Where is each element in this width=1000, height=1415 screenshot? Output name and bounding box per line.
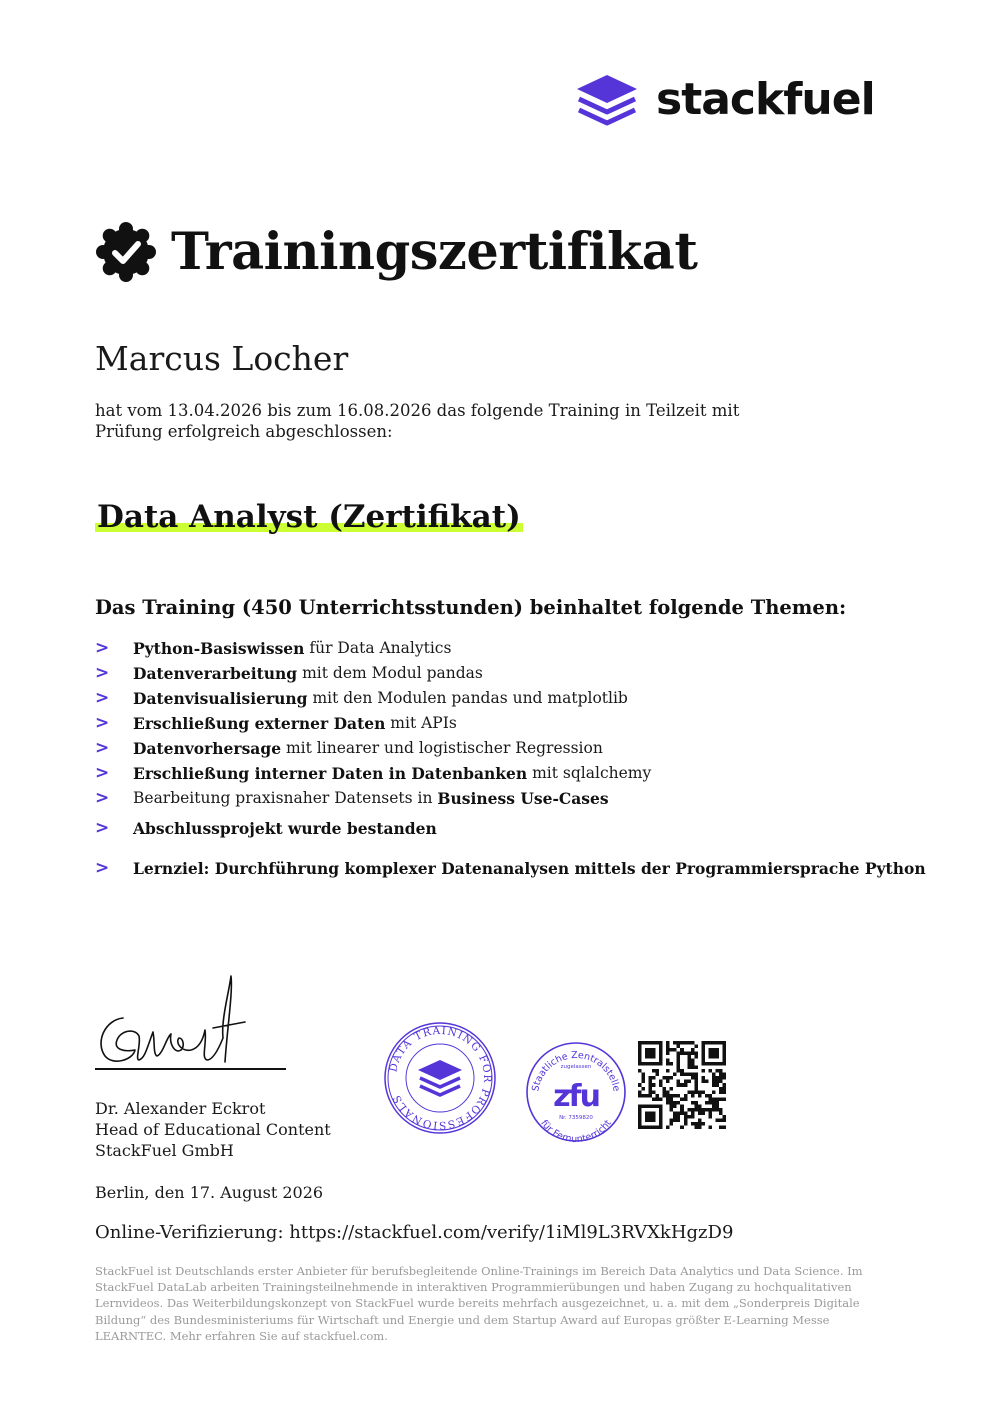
verified-badge-icon: [95, 221, 157, 283]
chevron-right-icon: >: [95, 858, 110, 878]
svg-text:DATA TRAINING FOR PROFESSIONAL: DATA TRAINING FOR PROFESSIONALS: [387, 1024, 494, 1132]
chevron-right-icon: >: [95, 688, 110, 708]
svg-text:für Fernunterricht: für Fernunterricht: [538, 1118, 614, 1144]
topic-bold: Erschließung interner Daten in Datenbanken: [133, 763, 528, 783]
topic-text: Bearbeitung praxisnaher Datensets in: [133, 789, 438, 807]
signer-block: [95, 1098, 331, 1161]
course-title: [95, 495, 523, 539]
topic-text: mit den Modulen pandas und matplotlib: [307, 689, 628, 707]
chevron-right-icon: >: [95, 763, 110, 783]
list-item: [95, 736, 603, 760]
topic-bold: Datenverarbeitung: [133, 663, 298, 683]
intro-text: hat vom 13.04.2026 bis zum 16.08.2026 das folgende Training in Teilzeit mit Prüfung erfolgreich abgeschlossen:: [95, 401, 740, 441]
topic-text: mit dem Modul pandas: [297, 664, 483, 682]
logo-text: stackfuel: [656, 74, 875, 125]
recipient-name: Marcus Locher: [95, 339, 349, 378]
topic-bold: Python-Basiswissen: [133, 638, 305, 658]
chevron-right-icon: >: [95, 788, 110, 808]
signer-company: StackFuel GmbH: [95, 1141, 234, 1160]
list-item: [95, 711, 457, 735]
certificate-title-row: [95, 210, 697, 294]
verification-link[interactable]: Online-Verifizierung: https://stackfuel.com/verify/1iMl9L3RVXkHgzD9: [95, 1222, 734, 1243]
zfu-seal: [524, 1040, 628, 1144]
place-date: Berlin, den 17. August 2026: [95, 1183, 324, 1202]
signer-role: Head of Educational Content: [95, 1120, 331, 1139]
svg-text:zfu: zfu: [553, 1079, 599, 1114]
list-item: [95, 856, 926, 880]
topic-bold: Datenvisualisierung: [133, 688, 308, 708]
footer-text: StackFuel ist Deutschlands erster Anbieter für berufsbegleitende Online-Trainings im Bereich Data Analytics und Data Science. Im StackFuel DataLab arbeiten Trainingsteilnehmende in interaktiven Programmierübungen und haben Zugang zu hochqualitativen Lernvideos. Das Weiterbildungskonzept von StackFuel wurde bereits mehrfach ausgezeichnet, u. a. mit dem „Sonderpreis Digitale Bildung“ des Bundesministeriums für Wirtschaft und Energie und dem Startup Award auf Europas größter E-Learning Messe LEARNTEC. Mehr erfahren Sie auf stackfuel.com.: [95, 1264, 863, 1343]
topic-text: mit linearer und logistischer Regression: [281, 739, 603, 757]
list-item: [95, 786, 609, 810]
topic-text: für Data Analytics: [304, 639, 452, 657]
topic-bold: Lernziel: Durchführung komplexer Datenanalysen mittels der Programmiersprache Python: [133, 858, 926, 878]
course-title-text: Data Analyst (Zertifikat): [97, 499, 521, 535]
list-item: [95, 761, 651, 785]
list-item: [95, 636, 451, 660]
chevron-right-icon: >: [95, 638, 110, 658]
topic-bold: Abschlussprojekt wurde bestanden: [133, 818, 437, 838]
svg-text:Staatliche Zentralstelle: Staatliche Zentralstelle: [530, 1049, 622, 1093]
svg-text:zugelassen: zugelassen: [560, 1064, 592, 1070]
stackfuel-logo: [574, 72, 875, 128]
chevron-right-icon: >: [95, 818, 110, 838]
topic-bold: Datenvorhersage: [133, 738, 282, 758]
chevron-right-icon: >: [95, 663, 110, 683]
chevron-right-icon: >: [95, 738, 110, 758]
signature-line: [95, 1068, 286, 1070]
page-title: Trainingszertifikat: [171, 222, 698, 282]
topic-bold: Business Use-Cases: [437, 788, 609, 808]
signer-name: Dr. Alexander Eckrot: [95, 1099, 266, 1118]
svg-text:Nr. 7359820: Nr. 7359820: [559, 1115, 593, 1121]
qr-code[interactable]: [638, 1041, 726, 1129]
list-item: [95, 661, 483, 685]
list-item: [95, 686, 628, 710]
stacked-layers-icon: [574, 72, 640, 128]
data-training-seal: [382, 1020, 498, 1136]
chevron-right-icon: >: [95, 713, 110, 733]
topics-heading: Das Training (450 Unterrichtsstunden) beinhaltet folgende Themen:: [95, 596, 847, 619]
topic-bold: Erschließung externer Daten: [133, 713, 386, 733]
list-item: [95, 816, 437, 840]
topic-text: mit APIs: [385, 714, 457, 732]
signature-image: [95, 970, 295, 1070]
topic-text: mit sqlalchemy: [527, 764, 652, 782]
